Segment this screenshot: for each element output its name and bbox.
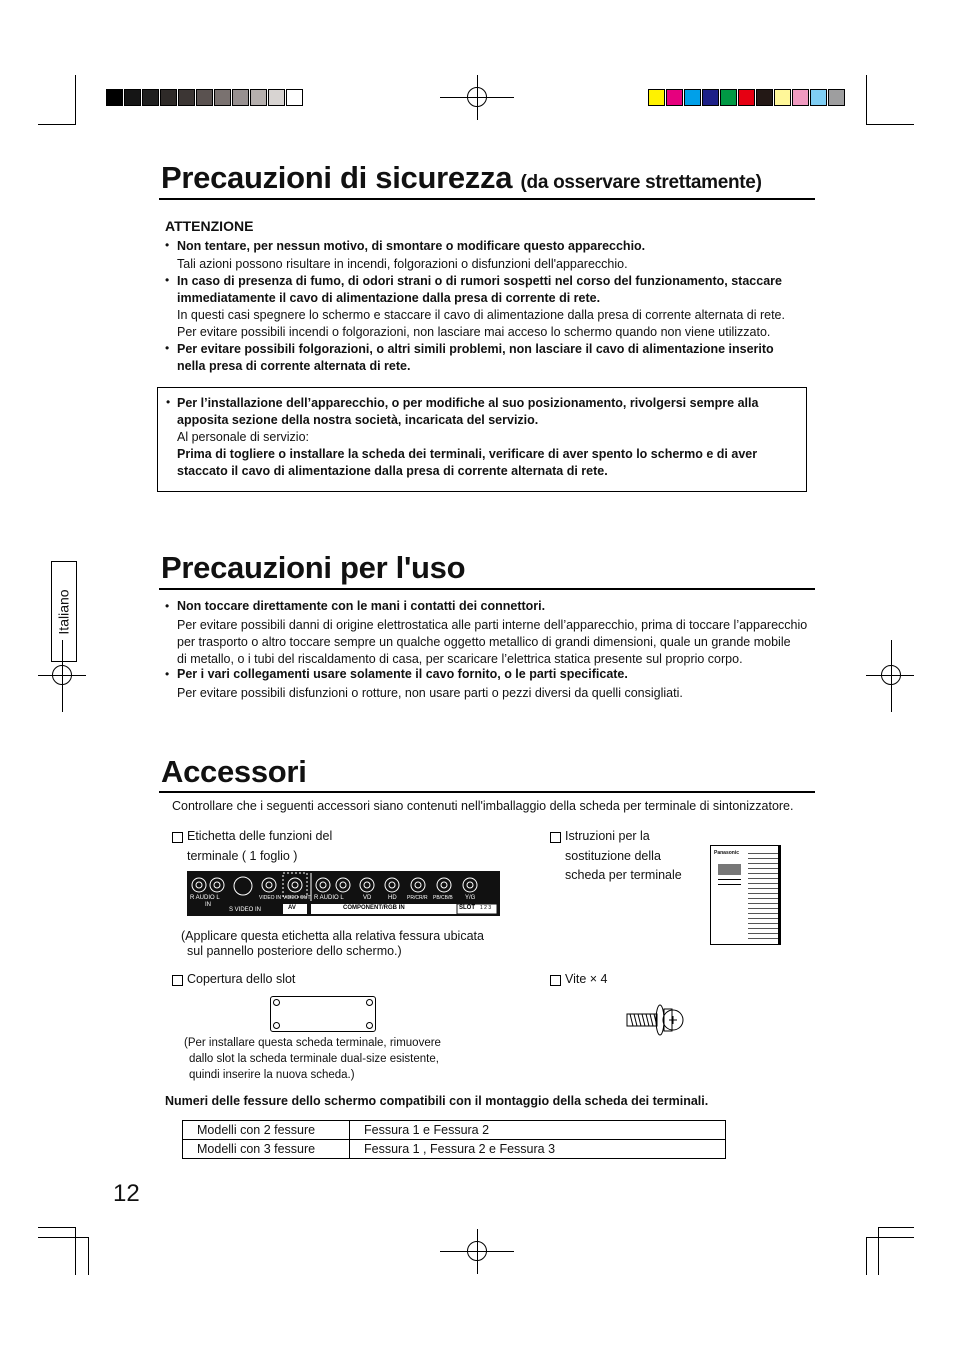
page-title-uso: Precauzioni per l'uso [161,550,466,585]
service-bold-1: Per l’installazione dell’apparecchio, o per modifiche al suo posizionamento, rivolgersi sempre alla [177,396,759,410]
checkbox-vite [550,975,561,986]
label-item-line-1: Etichetta delle funzioni del [187,829,333,843]
instruction-booklet-image [710,845,781,945]
color-swatch [214,89,231,106]
terminal-video-out-label: VIDEO OUT [283,895,311,901]
color-swatch [196,89,213,106]
slots-cell: Fessura 1 , Fessura 2 e Fessura 3 [350,1140,726,1159]
slots-cell: Fessura 1 e Fessura 2 [350,1121,726,1140]
label-note-line-2: sul pannello posteriore dello schermo.) [187,944,402,958]
terminal-hd-label: HD [388,895,397,901]
checkbox-label [172,832,183,843]
copertura-note-1: (Per installare questa scheda terminale, rimuovere [184,1037,441,1049]
warning-2-bold-2: immediatamente il cavo di alimentazione dalla presa di corrente di rete. [177,291,601,305]
color-swatch [756,89,773,106]
terminal-label-image [187,871,500,916]
slot-cover-image [270,996,376,1032]
models-table [182,1120,726,1159]
title-rule [159,791,815,793]
attenzione-heading: ATTENZIONE [165,218,254,234]
color-swatch [774,89,791,106]
service-bold-2: apposita sezione della nostra società, incaricata del servizio. [177,413,539,427]
color-swatch [286,89,303,106]
warning-3-bold-1: Per evitare possibili folgorazioni, o altri simili problemi, non lasciare il cavo di alimentazione inserito [177,342,774,356]
booklet-brand: Panasonic [714,850,740,856]
table-row [183,1121,726,1140]
bullet: • [165,273,170,287]
terminal-s-video-label: S VIDEO IN [229,907,262,913]
label-note-line-1: (Applicare questa etichetta alla relativa fessura ubicata [181,929,484,943]
terminal-pr-label: PR/CR/R [407,895,428,901]
terminal-yg-label: Y/G [465,895,476,901]
warning-1-text: Tali azioni possono risultare in incendi, folgorazioni o disfunzioni dell'apparecchio. [177,257,628,271]
terminal-slot-numbers: 1 2 3 [480,905,492,911]
warning-2-bold-1: In caso di presenza di fumo, di odori strani o di rumori sospetti nel corso del funzionamento, staccare [177,274,782,288]
color-swatch [648,89,665,106]
bullet: • [165,341,170,355]
language-tab-label: Italiano [56,588,72,635]
accessori-intro: Controllare che i seguenti accessori siano contenuti nell'imballaggio della scheda per terminale di sintonizzatore. [172,799,794,813]
color-swatch [792,89,809,106]
color-swatch [684,89,701,106]
color-swatch [142,89,159,106]
copertura-note-3: quindi inserire la nuova scheda.) [189,1069,355,1081]
color-swatch [720,89,737,106]
warning-3-bold-2: nella presa di corrente alternata di rete. [177,359,411,373]
terminal-slot-label: SLOT [459,905,475,911]
screw-icon [625,1003,685,1037]
color-swatch [160,89,177,106]
color-swatch [178,89,195,106]
color-swatch [810,89,827,106]
color-swatch [268,89,285,106]
color-swatch [124,89,141,106]
title-rule [159,588,815,590]
checkbox-copertura [172,975,183,986]
color-swatch [106,89,123,106]
uso-2-line-1: Per evitare possibili disfunzioni o rotture, non usare parti o pezzi diversi da quelli consigliati. [177,686,683,700]
color-swatch [738,89,755,106]
table-row [183,1140,726,1159]
service-bold-3: Prima di togliere o installare la scheda dei terminali, verificare di aver spento lo schermo e di aver [177,447,758,461]
color-swatch [828,89,845,106]
terminal-audio-in-label: R AUDIO L [190,895,220,901]
model-cell: Modelli con 3 fessure [183,1140,350,1159]
bullet: • [166,395,171,409]
model-cell: Modelli con 2 fessure [183,1121,350,1140]
uso-1-line-3: di metallo, o i tubi del riscaldamento di casa, per scaricare l’elettrica statica presente sul proprio corpo. [177,652,743,666]
uso-1-line-2: per trasporto o altro toccare sempre un qualche oggetto metallico di grandi dimensioni, quale un grande mobile [177,635,791,649]
vite-label: Vite × 4 [565,972,608,986]
warning-2-text-2: Per evitare possibili incendi o folgorazioni, non lasciare mai acceso lo schermo quando non viene utilizzato. [177,325,771,339]
service-text: Al personale di servizio: [177,430,310,444]
istruzioni-line-1: Istruzioni per la [565,829,650,843]
warning-1-bold: Non tentare, per nessun motivo, di smontare o modificare questo apparecchio. [177,239,646,253]
service-bold-4: staccato il cavo di alimentazione dalla presa di corrente alternata di rete. [177,464,608,478]
copertura-note-2: dallo slot la scheda terminale dual-size esistente, [189,1053,439,1065]
terminal-av-label: AV [288,905,296,911]
bullet: • [165,599,170,613]
models-heading: Numeri delle fessure dello schermo compatibili con il montaggio della scheda dei terminali. [165,1094,709,1108]
color-swatch [232,89,249,106]
checkbox-istruzioni [550,832,561,843]
terminal-component-label: COMPONENT/RGB IN [343,905,405,911]
bullet: • [165,238,170,252]
terminal-vd-label: VD [363,895,372,901]
uso-1-line-1: Per evitare possibili danni di origine elettrostatica alle parti interne dell’apparecchio, prima di toccare l’apparecchio [177,618,808,632]
page-title-sicurezza: Precauzioni di sicurezza (da osservare strettamente) [161,160,762,195]
istruzioni-line-3: scheda per terminale [565,868,682,882]
bullet: • [165,667,170,681]
title-rule [159,198,815,200]
terminal-pb-label: PB/CB/B [433,895,453,901]
page-number: 12 [113,1180,140,1207]
label-item-line-2: terminale ( 1 foglio ) [187,849,298,863]
uso-2-bold: Per i vari collegamenti usare solamente il cavo fornito, o le parti specificate. [177,667,628,681]
terminal-audio-label: R AUDIO L [314,895,344,901]
color-swatch [702,89,719,106]
terminal-in-label: IN [205,902,211,908]
copertura-label: Copertura dello slot [187,972,296,986]
warning-2-text-1: In questi casi spegnere lo schermo e staccare il cavo di alimentazione dalla presa di corrente alternata di rete. [177,308,785,322]
uso-1-bold: Non toccare direttamente con le mani i contatti dei connettori. [177,599,546,613]
color-swatch [250,89,267,106]
istruzioni-line-2: sostituzione della [565,849,661,863]
page-title-accessori: Accessori [161,754,307,789]
color-swatch [666,89,683,106]
terminal-video-in-label: VIDEO IN [259,895,281,901]
